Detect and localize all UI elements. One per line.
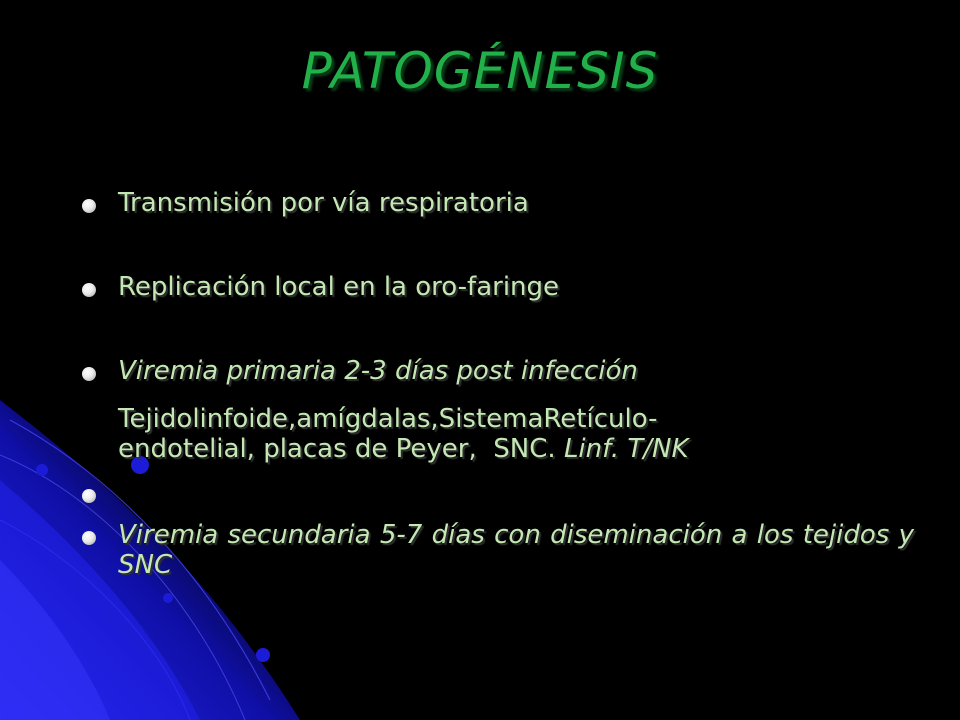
continuation-text (82, 404, 914, 464)
slide-title: PATOGÉNESIS (301, 42, 659, 100)
bullet-dot-icon (82, 489, 96, 503)
bullet-text: Viremia primaria 2-3 días post infección (118, 356, 638, 386)
bullet-dot-icon (82, 199, 96, 213)
bullet-item-replicacion (82, 272, 914, 302)
continuation-line-1: Tejidolinfoide,amígdalas,SistemaRetículo- (118, 404, 658, 434)
bullet-text: Transmisión por vía respiratoria (118, 188, 529, 218)
bullet-item-viremia-primaria (82, 356, 914, 386)
bullet-text: Replicación local en la oro-faringe (118, 272, 560, 302)
continuation-line-2-italic: Linf. T/NK (563, 434, 689, 464)
bullet-text: Viremia secundaria 5-7 días con diseminación a los tejidos y SNC (118, 520, 914, 580)
bullet-dot-icon (82, 531, 96, 545)
continuation-line-2 (82, 434, 914, 464)
bullet-dot-icon (82, 367, 96, 381)
bullet-dot-icon (82, 283, 96, 297)
bullet-item-viremia-secundaria (82, 520, 914, 580)
bullet-item-transmision (82, 188, 914, 218)
continuation-line-2-main: endotelial, placas de Peyer, SNC. (118, 434, 564, 464)
